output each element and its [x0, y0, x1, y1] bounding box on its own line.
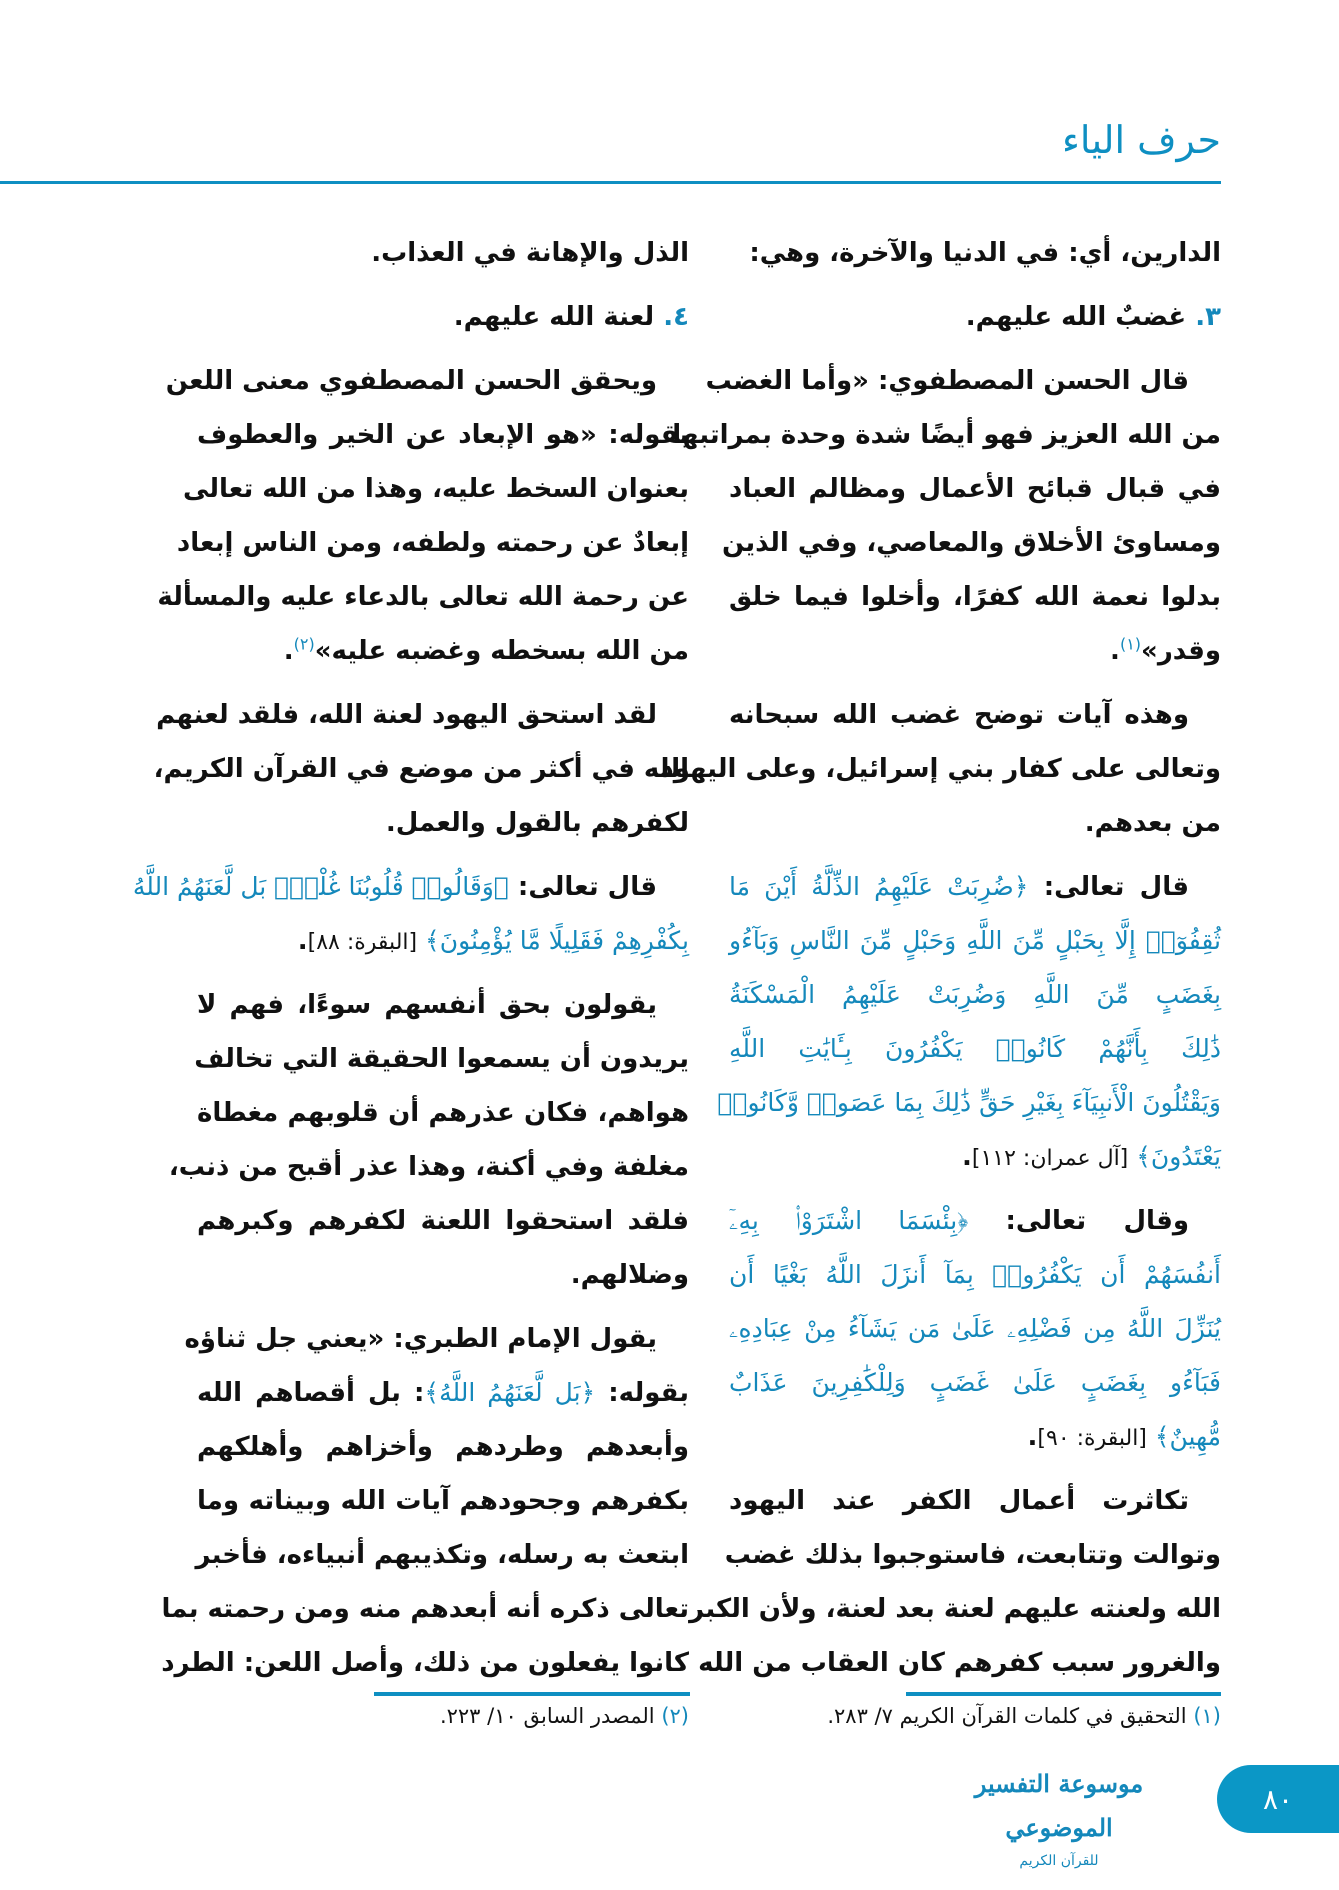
- text-segment: غضبٌ الله عليهم.: [965, 302, 1187, 332]
- text-line: [197, 1366, 689, 1420]
- verse-reference: [البقرة: ٩٠]: [1037, 1426, 1147, 1451]
- text-segment: كانوا يفعلون من ذلك، وأصل اللعن: الطرد: [161, 1648, 689, 1678]
- text-segment: بكفرهم وجحودهم آيات الله وبيناته وما: [197, 1486, 689, 1516]
- text-line: [197, 290, 689, 344]
- paragraph: [660, 688, 1221, 850]
- text-line: [197, 1420, 689, 1474]
- text-segment: الله ولعنته عليهم لعنة بعد لعنة، ولأن الكبر: [689, 1594, 1221, 1624]
- quran-verse: ﴿ضُرِبَتْ عَلَيْهِمُ الذِّلَّةُ أَيْنَ مَا: [729, 872, 1029, 901]
- text-line: [729, 1302, 1221, 1356]
- text-segment: وضلالهم.: [570, 1260, 689, 1290]
- section-heading: [197, 290, 689, 344]
- quran-verse: ﴿بِئْسَمَا اشْتَرَوْا۟ بِهِۦٓ: [729, 1206, 969, 1235]
- text-line: [197, 1248, 689, 1302]
- text-segment: يريدون أن يسمعوا الحقيقة التي تخالف: [194, 1044, 689, 1074]
- text-segment: الذل والإهانة في العذاب.: [371, 238, 689, 268]
- paragraph: [168, 978, 689, 1302]
- quran-verse: ثُقِفُوٓا۟ إِلَّا بِحَبْلٍ مِّنَ اللَّهِ وَحَبْلٍ مِّنَ النَّاسِ وَبَآءُو: [729, 926, 1221, 955]
- text-line: [729, 290, 1221, 344]
- quran-verse: يَعْتَدُونَ﴾: [1128, 1142, 1221, 1171]
- footnote-divider: [374, 1692, 690, 1696]
- text-line: [197, 978, 689, 1032]
- footnote-divider: [906, 1692, 1221, 1696]
- footnote-text: التحقيق في كلمات القرآن الكريم ٧/ ٢٨٣.: [827, 1704, 1187, 1728]
- chapter-title: حرف الياء: [1062, 118, 1221, 162]
- text-segment: .: [1027, 1422, 1038, 1452]
- text-line: [182, 462, 689, 516]
- text-line: [156, 688, 689, 742]
- section-number: ٤.: [654, 302, 689, 332]
- text-segment: قال تعالى:: [508, 872, 657, 902]
- text-segment: .: [297, 926, 308, 956]
- text-line: [153, 742, 689, 796]
- text-line: [698, 1636, 1221, 1690]
- quran-verse: فَبَآءُو بِغَضَبٍ عَلَىٰ غَضَبٍ وَلِلْكَٰفِرِينَ عَذَابٌ: [729, 1368, 1221, 1397]
- text-segment: ومساوئ الأخلاق والمعاصي، وفي الذين: [721, 528, 1221, 558]
- text-line: [689, 1582, 1221, 1636]
- quran-verse: بِغَضَبٍ مِّنَ اللَّهِ وَضُرِبَتْ عَلَيْهِمُ الْمَسْكَنَةُ: [729, 980, 1221, 1009]
- text-segment: من الله بسخطه وغضبه عليه»: [314, 636, 689, 666]
- text-segment: فلقد استحقوا اللعنة لكفرهم وكبرهم: [197, 1206, 689, 1236]
- text-segment: .: [283, 636, 294, 666]
- text-line: [729, 968, 1221, 1022]
- logo-subtitle: للقرآن الكريم: [1019, 1853, 1099, 1869]
- text-segment: : بل أقصاهم الله: [197, 1378, 425, 1408]
- text-line: [729, 1022, 1221, 1076]
- left-text-column: [132, 226, 689, 1690]
- text-segment: وتوالت وتتابعت، فاستوجبوا بذلك غضب: [724, 1540, 1221, 1570]
- footnote-marker: (١): [1119, 634, 1142, 654]
- text-segment: من بعدهم.: [1084, 808, 1221, 838]
- text-line: [176, 516, 689, 570]
- text-segment: بقوله:: [595, 1378, 689, 1408]
- footnote-text: المصدر السابق ١٠/ ٢٢٣.: [439, 1704, 655, 1728]
- text-line: [729, 1248, 1221, 1302]
- text-segment: وقدر»: [1141, 636, 1221, 666]
- text-segment: إبعادٌ عن رحمته ولطفه، ومن الناس إبعاد: [176, 528, 689, 558]
- text-segment: وتعالى على كفار بني إسرائيل، وعلى اليهود: [660, 754, 1221, 784]
- text-line: [729, 1410, 1221, 1464]
- text-segment: وأبعدهم وطردهم وأخزاهم وأهلكهم: [197, 1432, 689, 1462]
- text-line: [729, 1474, 1221, 1528]
- paragraph: [161, 1312, 689, 1690]
- text-segment: تكاثرت أعمال الكفر عند اليهود: [729, 1486, 1189, 1516]
- text-line: [672, 408, 1221, 462]
- text-line: [194, 1032, 689, 1086]
- text-line: [729, 688, 1221, 742]
- text-segment: في قبال قبائح الأعمال ومظالم العباد: [729, 474, 1221, 504]
- text-line: [729, 570, 1221, 624]
- header-divider: [0, 181, 1221, 184]
- text-line: [729, 1130, 1221, 1184]
- text-segment: .: [962, 1142, 972, 1172]
- footnote-2: [440, 1704, 689, 1728]
- text-line: [197, 796, 689, 850]
- quran-verse: مُّهِينٌ﴾: [1146, 1422, 1221, 1451]
- quran-verse: ﴿بَل لَّعَنَهُمُ اللَّهُ﴾: [424, 1378, 596, 1407]
- text-line: [197, 914, 689, 968]
- paragraph: [132, 860, 689, 968]
- paragraph: [729, 1194, 1221, 1464]
- verse-reference: [آل عمران: ١١٢]: [971, 1146, 1129, 1171]
- section-heading: [729, 290, 1221, 344]
- quran-verse: يُنَزِّلَ اللَّهُ مِن فَضْلِهِۦ عَلَىٰ مَن يَشَآءُ مِنْ عِبَادِهِۦ: [729, 1314, 1221, 1343]
- text-line: [717, 1076, 1221, 1130]
- quran-verse: وَيَقْتُلُونَ الْأَنبِيَآءَ بِغَيْرِ حَقٍّ ذَٰلِكَ بِمَا عَصَوا۟ وَّكَانُوا۟: [717, 1088, 1221, 1117]
- text-line: [724, 1528, 1221, 1582]
- text-line: [197, 1194, 689, 1248]
- text-line: [721, 516, 1221, 570]
- text-segment: مغلفة وفي أكنة، وهذا عذر أقبح من ذنب،: [168, 1152, 689, 1182]
- text-line: [729, 226, 1221, 280]
- text-segment: لعنة الله عليهم.: [453, 302, 655, 332]
- quran-verse: أَنفُسَهُمْ أَن يَكْفُرُوا۟ بِمَآ أَنزَلَ اللَّهُ بَغْيًا أَن: [729, 1260, 1221, 1289]
- text-line: [157, 570, 689, 624]
- paragraph: [729, 226, 1221, 280]
- paragraph: [689, 1474, 1221, 1690]
- text-segment: قال تعالى:: [1028, 872, 1189, 902]
- text-line: [660, 742, 1221, 796]
- paragraph: [197, 226, 689, 280]
- text-line: [729, 1194, 1221, 1248]
- quran-verse: بِكُفْرِهِمْ فَقَلِيلًا مَّا يُؤْمِنُونَ﴾: [417, 926, 689, 955]
- text-line: [729, 624, 1221, 678]
- verse-reference: [البقرة: ٨٨]: [307, 930, 418, 955]
- text-line: [705, 354, 1221, 408]
- text-segment: هواهم، فكان عذرهم أن قلوبهم مغطاة: [197, 1098, 689, 1128]
- paragraph: [153, 688, 689, 850]
- logo-title: موسوعة التفسير الموضوعي: [974, 1769, 1144, 1842]
- text-line: [197, 1086, 689, 1140]
- text-line: [132, 860, 689, 914]
- text-segment: الله في أكثر من موضع في القرآن الكريم،: [153, 754, 689, 784]
- paragraph: [157, 354, 689, 678]
- paragraph: [672, 354, 1221, 678]
- text-line: [729, 796, 1221, 850]
- text-line: [184, 1312, 689, 1366]
- text-line: [161, 1582, 689, 1636]
- text-segment: .: [1110, 636, 1120, 666]
- text-line: [197, 624, 689, 678]
- text-segment: قال الحسن المصطفوي: «وأما الغضب: [705, 366, 1189, 396]
- text-line: [729, 860, 1221, 914]
- text-segment: يقولون بحق أنفسهم سوءًا، فهم لا: [197, 990, 657, 1020]
- text-segment: وهذه آيات توضح غضب الله سبحانه: [729, 700, 1189, 730]
- page-number-tab: ٨٠: [1217, 1765, 1339, 1833]
- text-segment: بدلوا نعمة الله كفرًا، وأخلوا فيما خلق: [729, 582, 1221, 612]
- text-line: [168, 1140, 689, 1194]
- text-segment: يقول الإمام الطبري: «يعني جل ثناؤه: [184, 1324, 657, 1354]
- text-segment: والغرور سبب كفرهم كان العقاب من الله: [698, 1648, 1221, 1678]
- text-line: [161, 1636, 689, 1690]
- footnote-1: [827, 1704, 1221, 1728]
- text-line: [729, 914, 1221, 968]
- text-segment: بعنوان السخط عليه، وهذا من الله تعالى: [182, 474, 689, 504]
- quran-verse: ذَٰلِكَ بِأَنَّهُمْ كَانُوا۟ يَكْفُرُونَ بِـَٔايَٰتِ اللَّهِ: [729, 1034, 1221, 1063]
- text-segment: الدارين، أي: في الدنيا والآخرة، وهي:: [749, 238, 1221, 268]
- footnote-number: (٢): [661, 1704, 689, 1728]
- text-line: [729, 462, 1221, 516]
- text-segment: ابتعث به رسله، وتكذيبهم أنبياءه، فأخبر: [195, 1540, 689, 1570]
- text-segment: لكفرهم بالقول والعمل.: [385, 808, 689, 838]
- text-segment: بقوله: «هو الإبعاد عن الخير والعطوف: [197, 420, 689, 450]
- text-segment: عن رحمة الله تعالى بالدعاء عليه والمسألة: [157, 582, 689, 612]
- text-segment: ويحقق الحسن المصطفوي معنى اللعن: [165, 366, 657, 396]
- text-segment: وقال تعالى:: [968, 1206, 1190, 1236]
- text-line: [165, 354, 689, 408]
- text-line: [197, 1474, 689, 1528]
- quran-verse: ﴿وَقَالُوا۟ قُلُوبُنَا غُلْفٌۢ بَل لَّعَنَهُمُ اللَّهُ: [132, 872, 509, 901]
- encyclopedia-logo: [934, 1762, 1184, 1869]
- footnote-number: (١): [1193, 1704, 1221, 1728]
- footnote-marker: (٢): [293, 634, 315, 654]
- paragraph: [717, 860, 1221, 1184]
- text-line: [197, 1528, 689, 1582]
- text-segment: من الله العزيز فهو أيضًا شدة وحدة بمراتبها: [672, 420, 1221, 450]
- text-line: [197, 408, 689, 462]
- text-segment: تعالى ذكره أنه أبعدهم منه ومن رحمته بما: [161, 1594, 689, 1624]
- text-line: [729, 1356, 1221, 1410]
- section-number: ٣.: [1186, 302, 1221, 332]
- right-text-column: [660, 226, 1221, 1690]
- text-line: [197, 226, 689, 280]
- text-segment: لقد استحق اليهود لعنة الله، فلقد لعنهم: [156, 700, 657, 730]
